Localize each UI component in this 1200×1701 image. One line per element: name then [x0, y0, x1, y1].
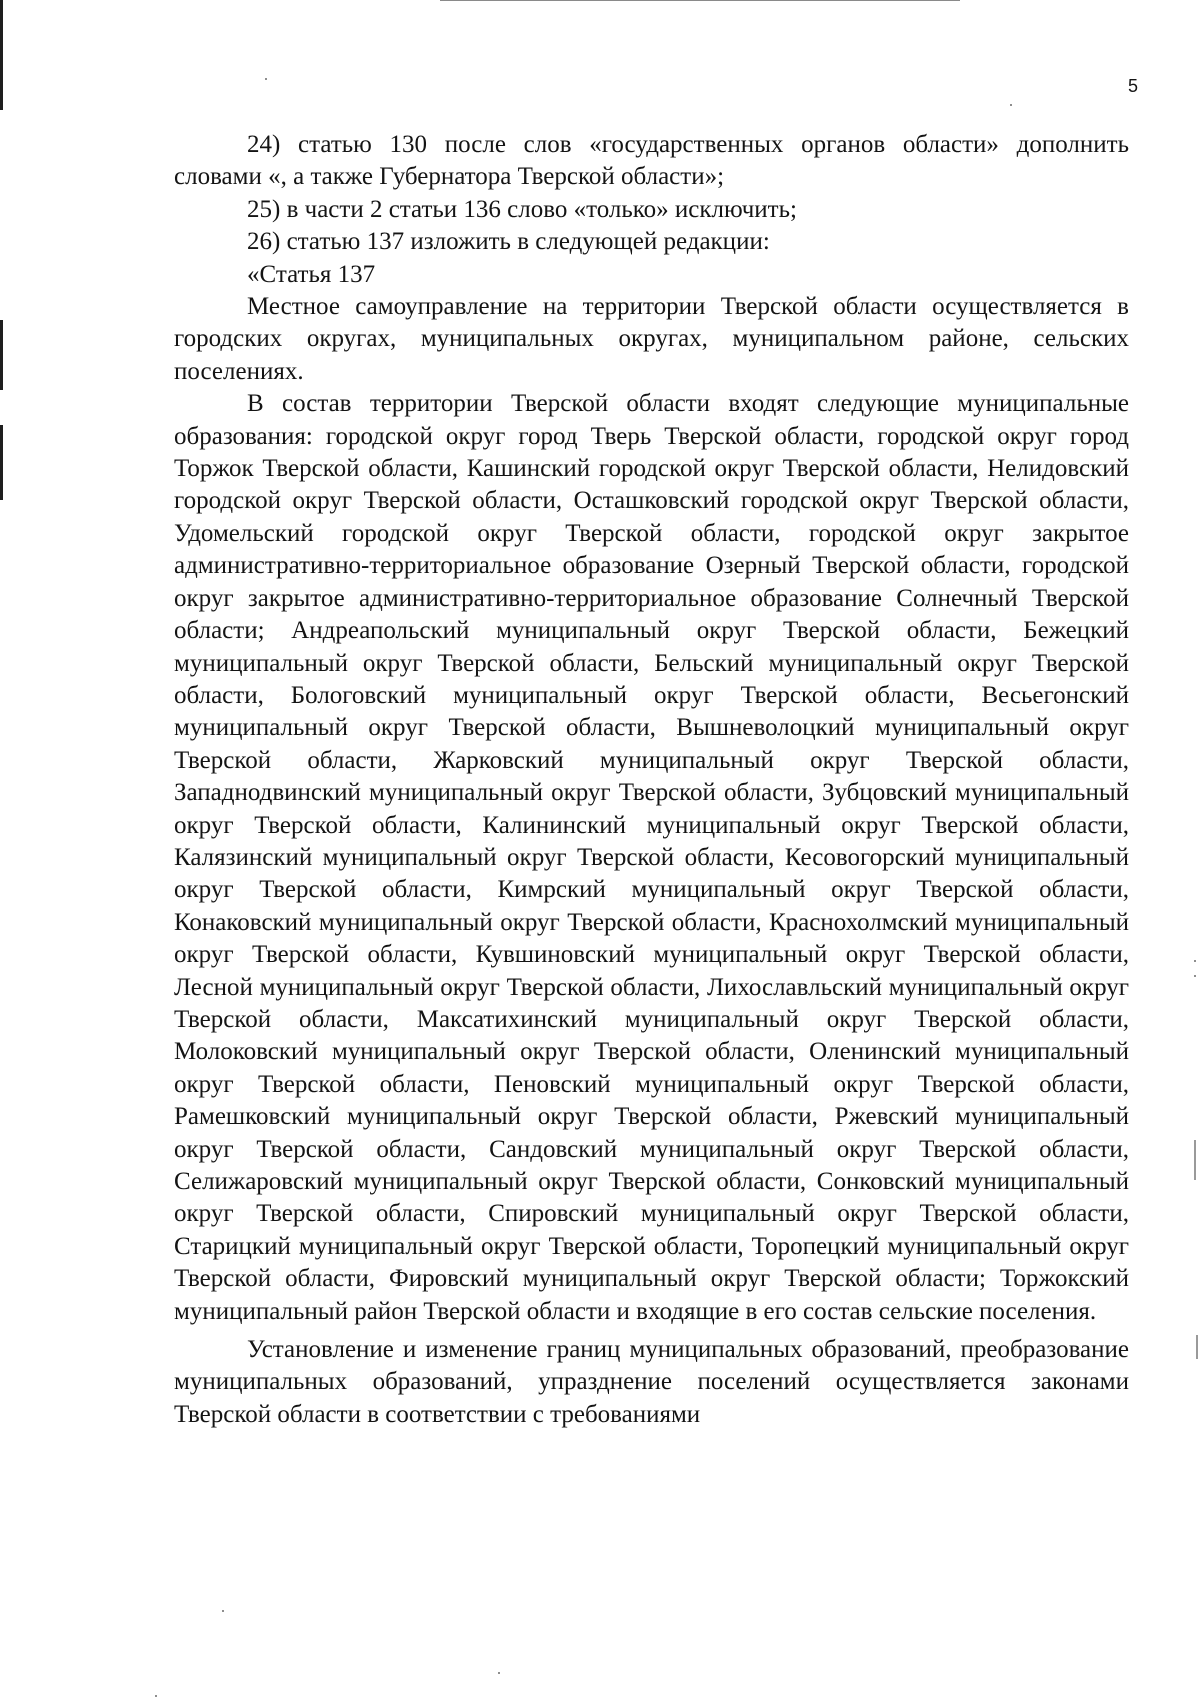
page-number: 5 [1127, 76, 1138, 96]
scan-speck [498, 1672, 500, 1674]
scan-edge-mark-left-1 [0, 320, 3, 390]
paragraph-municipal-list: В состав территории Тверской области входят следующие муниципальные образования: городской округ город Тверь Тверской области, городской округ город Торжок Тверской области, Кашинский городской округ Тверской области, Нелидовский городской округ Тверской области, Осташковский городской округ Тверской области, Удомельский городской округ Тверской области, городской округ закрытое административно-территориальное образование Озерный Тверской области, городской округ закрытое административно-территориальное образование Солнечный Тверской области; Андреапольский муниципальный округ Тверской области, Бежецкий муниципальный округ Тверской области, Бельский муниципальный округ Тверской области, Бологовский муниципальный округ Тверской области, Весьегонский муниципальный округ Тверской области, Вышневолоцкий муниципальный округ Тверской области, Жарковский муниципальный округ Тверской области, Западнодвинский муниципальный округ Тверской области, Зубцовский муниципальный округ Тверской области, Калининский муниципальный округ Тверской области, Калязинский муниципальный округ Тверской области, Кесовогорский муниципальный округ Тверской области, Кимрский муниципальный округ Тверской области, Конаковский муниципальный округ Тверской области, Краснохолмский муниципальный округ Тверской области, Кувшиновский муниципальный округ Тверской области, Лесной муниципальный округ Тверской области, Лихославльский муниципальный округ Тверской области, Максатихинский муниципальный округ Тверской области, Молоковский муниципальный округ Тверской области, Оленинский муниципальный округ Тверской области, Пеновский муниципальный округ Тверской области, Рамешковский муниципальный округ Тверской области, Ржевский муниципальный округ Тверской области, Сандовский муниципальный округ Тверской области, Селижаровский муниципальный округ Тверской области, Сонковский муниципальный округ Тверской области, Спировский муниципальный округ Тверской области, Старицкий муниципальный округ Тверской области, Торопецкий муниципальный округ Тверской области, Фировский муниципальный округ Тверской области; Торжокский муниципальный район Тверской области и входящие в его состав сельские поселения. [174, 390, 1129, 1325]
paragraph-local-government: Местное самоуправление на территории Тверской области осуществляется в городских округах, муниципальных округах, муниципальном районе, сельских поселениях. [174, 293, 1129, 385]
paragraph-amendment-24: 24) статью 130 после слов «государственных органов области» дополнить словами «, а также Губернатора Тверской области»; [174, 131, 1129, 191]
scan-speck [1194, 960, 1196, 962]
article-heading: «Статья 137 [247, 260, 376, 288]
scan-edge-mark-top-left [0, 0, 3, 110]
scan-speck [155, 1695, 157, 1697]
scan-speck [222, 1610, 224, 1612]
scan-edge-mark-right-2 [1196, 1335, 1198, 1359]
paragraph-amendment-26: 26) статью 137 изложить в следующей редакции: [247, 228, 770, 256]
scan-edge-mark-left-2 [0, 425, 3, 500]
scan-edge-mark-right [1194, 1140, 1196, 1180]
document-body [174, 129, 1129, 1431]
paragraph-boundaries: Установление и изменение границ муниципальных образований, преобразование муниципальных образований, упразднение поселений осуществляется законами Тверской области в соответствии с требованиями [174, 1336, 1129, 1428]
scan-speck [1194, 975, 1196, 977]
paragraph-amendment-25: 25) в части 2 статьи 136 слово «только» исключить; [247, 195, 797, 223]
scan-speck [1010, 104, 1012, 106]
scan-edge-mark-top [440, 0, 960, 1]
scan-speck [265, 78, 267, 80]
